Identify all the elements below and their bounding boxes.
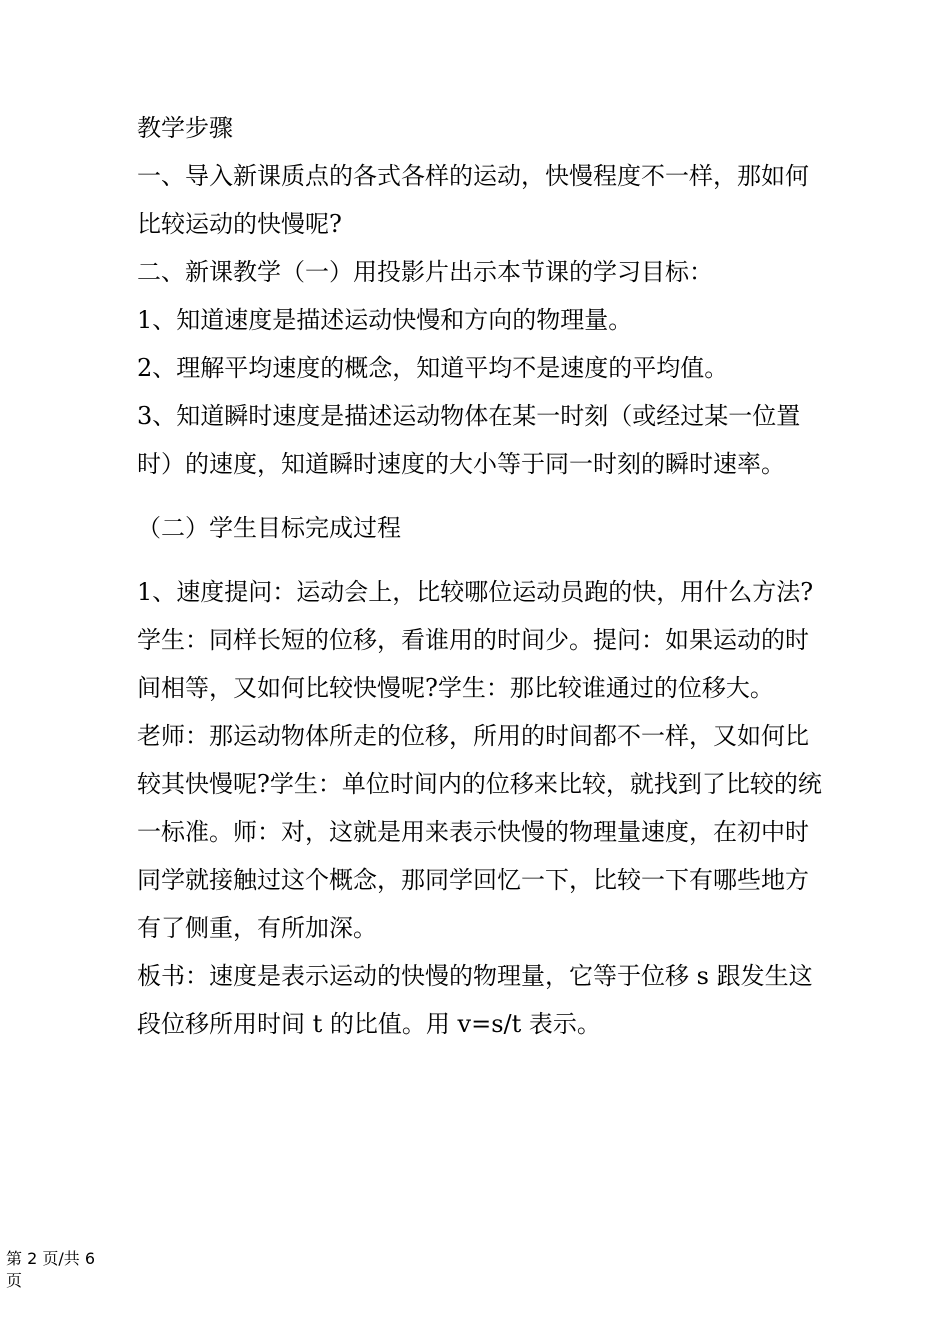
document-body xyxy=(137,104,827,1048)
paragraph-speed-question: 1、速度提问：运动会上，比较哪位运动员跑的快，用什么方法?学生：同样长短的位移，看谁用的时间少。提问：如果运动的时间相等，又如何比较快慢呢?学生：那比较谁通过的位移大。 xyxy=(137,578,814,702)
paragraph-teacher-dialog: 老师：那运动物体所走的位移，所用的时间都不一样，又如何比较其快慢呢?学生：单位时间内的位移来比较，就找到了比较的统一标准。师：对，这就是用来表示快慢的物理量速度，在初中时同学就接触过这个概念，那同学回忆一下，比较一下有哪些地方有了侧重，有所加深。 xyxy=(137,722,822,942)
paragraph-goal-2: 2、理解平均速度的概念，知道平均不是速度的平均值。 xyxy=(137,354,729,382)
paragraph-new-lesson: 二、新课教学（一）用投影片出示本节课的学习目标： xyxy=(137,258,713,286)
page-number: 第 2 页/共 6 页 xyxy=(6,1249,96,1290)
paragraph-goal-1: 1、知道速度是描述运动快慢和方向的物理量。 xyxy=(137,306,633,334)
paragraph-blackboard: 板书：速度是表示运动的快慢的物理量，它等于位移 s 跟发生这段位移所用时间 t 的比值。用 v=s/t 表示。 xyxy=(137,962,813,1038)
section-heading: 教学步骤 xyxy=(137,114,233,142)
paragraph-goal-3: 3、知道瞬时速度是描述运动物体在某一时刻（或经过某一位置时）的速度，知道瞬时速度的大小等于同一时刻的瞬时速率。 xyxy=(137,402,801,478)
paragraph-student-process: （二）学生目标完成过程 xyxy=(137,514,401,542)
paragraph-intro: 一、导入新课质点的各式各样的运动，快慢程度不一样，那如何比较运动的快慢呢? xyxy=(137,162,809,238)
